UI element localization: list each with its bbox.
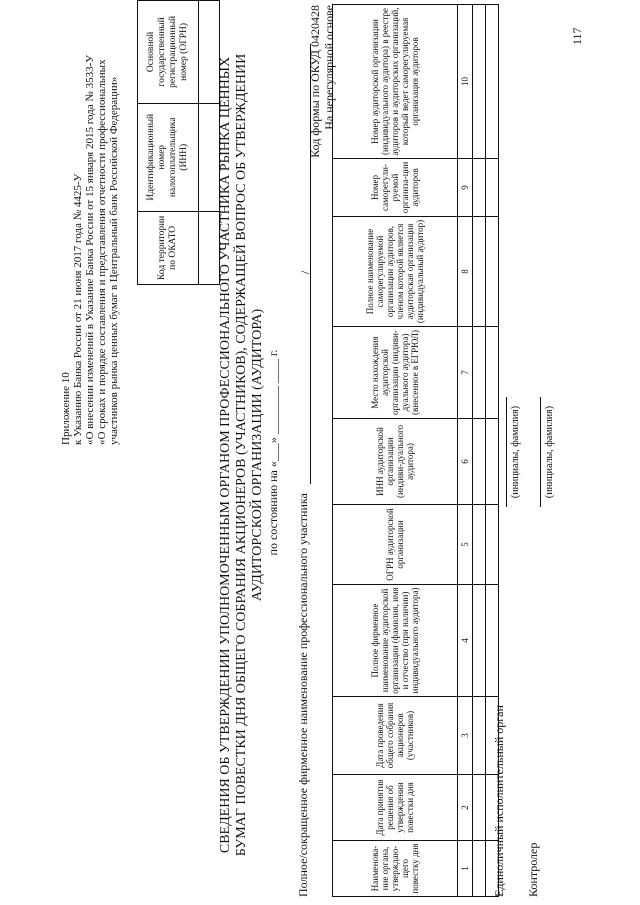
column-number: 1	[458, 841, 473, 897]
org-name-slash: /	[298, 270, 312, 275]
okud-periodicity: На нерегулярной основе	[322, 5, 336, 130]
data-cell	[486, 419, 499, 505]
column-header: ОГРН аудиторской организации	[333, 505, 458, 585]
data-cell	[486, 217, 499, 327]
column-header: Полное фирменное наименование аудиторской организации (фамилия, имя и отчество (при наличии) индивидуального аудитора)	[333, 585, 458, 697]
data-cell	[473, 217, 486, 327]
column-header: Дата принятия решения об утверждении повестки дня	[333, 775, 458, 841]
appendix-line: «О сроках и порядке составления и представления отчетности профессиональных	[96, 59, 108, 445]
ogrn-header: Основной государственный регистрационный номер (ОГРН)	[138, 1, 199, 104]
column-header: Полное наименование саморегулируемой организации аудиторов, членом которой является аудиторская организация (индивидуальный аудитор)	[333, 217, 458, 327]
column-header: Номер саморегули-руемой организа-ции аудиторов	[333, 159, 458, 217]
column-header: Место нахождения аудиторской организации (индиви-дуального аудитора) (внесенное в ЕГРЮЛ)	[333, 327, 458, 419]
data-cell	[486, 585, 499, 697]
column-number: 3	[458, 697, 473, 775]
controller-label: Контролер	[526, 842, 540, 897]
data-cell	[473, 159, 486, 217]
data-cell	[486, 5, 499, 159]
data-cell	[473, 841, 486, 897]
main-table	[332, 4, 499, 897]
appendix-line: участников рынка ценных бумаг в Центральный банк Российской Федерации»	[108, 76, 120, 445]
data-cell	[486, 327, 499, 419]
data-cell	[473, 419, 486, 505]
column-header: ИНН аудиторской организации (индиви-дуального аудитора)	[333, 419, 458, 505]
codes-table	[137, 0, 220, 285]
data-cell	[473, 5, 486, 159]
appendix-header	[60, 25, 120, 445]
column-number: 6	[458, 419, 473, 505]
column-number: 7	[458, 327, 473, 419]
appendix-line: к Указанию Банка России от 21 июня 2017 года № 4425-У	[72, 173, 84, 445]
column-number-row	[458, 5, 473, 897]
column-number: 10	[458, 5, 473, 159]
column-header: Дата проведения общего собрания акционеров (участников)	[333, 697, 458, 775]
column-number: 2	[458, 775, 473, 841]
ogrn-value	[199, 1, 220, 104]
appendix-line: «О внесении изменений в Указание Банка России от 15 января 2015 года № 3533-У	[84, 54, 96, 445]
title-line: АУДИТОРСКОЙ ОРГАНИЗАЦИИ (АУДИТОРА)	[250, 308, 265, 602]
column-number: 8	[458, 217, 473, 327]
data-cell	[473, 775, 486, 841]
column-number: 4	[458, 585, 473, 697]
page-number: 117	[570, 27, 584, 45]
inn-header: Идентификационный номер налогоплательщика (ИНН)	[138, 103, 199, 211]
data-row	[473, 5, 486, 897]
column-header: Наименова-ние органа, утверждаю-щего повестку дня	[333, 841, 458, 897]
controller-signature-line	[540, 397, 541, 507]
okato-header: Код территории по ОКАТО	[138, 211, 199, 284]
org-name-label: Полное/сокращенное фирменное наименование профессионального участника	[296, 493, 310, 897]
executive-signature-line	[506, 397, 507, 507]
executive-caption: (инициалы, фамилия)	[510, 405, 521, 499]
form-title	[218, 5, 266, 905]
column-header: Номер аудиторской организации (индивидуального аудитора) в реестре аудиторов и аудиторских организаций, который ведет саморегулируемая организация аудиторов	[333, 5, 458, 159]
title-line: СВЕДЕНИЯ ОБ УТВЕРЖДЕНИИ УПОЛНОМОЧЕННЫМ ОРГАНОМ ПРОФЕССИОНАЛЬНОГО УЧАСТНИКА РЫНКА ЦЕННЫХ	[218, 56, 233, 854]
inn-value	[199, 103, 220, 211]
as-of-date: по состоянию на «___» ________ ____ г.	[266, 349, 280, 556]
data-cell	[473, 327, 486, 419]
column-number: 5	[458, 505, 473, 585]
data-cell	[473, 505, 486, 585]
data-cell	[473, 697, 486, 775]
okato-value	[199, 211, 220, 284]
title-line: БУМАГ ПОВЕСТКИ ДНЯ ОБЩЕГО СОБРАНИЯ АКЦИОНЕРОВ (УЧАСТНИКОВ), СОДЕРЖАЩЕЙ ВОПРОС ОБ УТВЕРЖДЕНИИ	[234, 53, 249, 857]
column-number: 9	[458, 159, 473, 217]
data-cell	[486, 159, 499, 217]
controller-caption: (инициалы, фамилия)	[544, 405, 555, 499]
header-row	[333, 5, 458, 897]
executive-label: Единоличный исполнительный орган	[492, 705, 506, 897]
data-cell	[486, 505, 499, 585]
okud-code: Код формы по ОКУД 0420428	[308, 5, 322, 158]
appendix-line: Приложение 10	[60, 372, 72, 445]
data-cell	[473, 585, 486, 697]
